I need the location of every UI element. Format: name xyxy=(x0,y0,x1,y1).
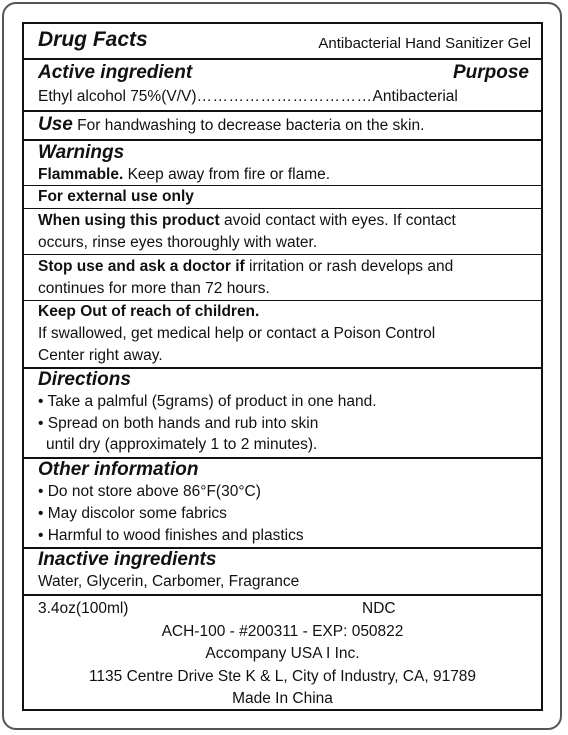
purpose-heading: Purpose xyxy=(452,62,529,83)
flammable-text: Keep away from fire or flame. xyxy=(127,166,331,183)
use-heading: Use xyxy=(38,114,73,135)
other-info-item-2: • May discolor some fabrics xyxy=(38,505,227,522)
active-ingredient-heading: Active ingredient xyxy=(38,62,193,83)
ndc-label: NDC xyxy=(362,600,396,617)
divider xyxy=(24,300,541,301)
company-address: 1135 Centre Drive Ste K & L, City of Industry, CA, 91789 xyxy=(88,668,477,685)
package-size: 3.4oz(100ml) xyxy=(38,600,129,617)
directions-heading: Directions xyxy=(38,369,131,390)
divider xyxy=(24,58,541,60)
flammable-line xyxy=(38,165,330,185)
directions-item-2-cont: until dry (approximately 1 to 2 minutes). xyxy=(46,436,318,453)
warnings-heading: Warnings xyxy=(38,142,125,163)
keep-out-text-1: If swallowed, get medical help or contact a Poison Control xyxy=(38,325,436,342)
active-ingredient-name: Ethyl alcohol 75%(V/V) xyxy=(38,88,197,105)
lot-expiry: ACH-100 - #200311 - EXP: 050822 xyxy=(161,623,404,640)
divider xyxy=(24,185,541,186)
directions-item-2: • Spread on both hands and rub into skin xyxy=(38,415,319,432)
flammable-label: Flammable. xyxy=(38,166,124,183)
active-ingredient-purpose: Antibacterial xyxy=(372,88,458,105)
divider xyxy=(24,110,541,112)
stop-use-text-2: continues for more than 72 hours. xyxy=(38,280,270,297)
when-using-text-2: occurs, rinse eyes thoroughly with water. xyxy=(38,234,318,251)
use-line xyxy=(38,115,424,136)
inactive-ingredients-heading: Inactive ingredients xyxy=(38,549,217,570)
external-use-label: For external use only xyxy=(38,188,194,205)
divider xyxy=(24,208,541,209)
other-information-heading: Other information xyxy=(38,459,199,480)
keep-out-label: Keep Out of reach of children. xyxy=(38,303,260,320)
when-using-line-1 xyxy=(38,211,456,231)
divider xyxy=(24,139,541,141)
directions-item-1: • Take a palmful (5grams) of product in one hand. xyxy=(38,393,377,410)
address-row xyxy=(24,667,541,687)
drug-facts-title: Drug Facts xyxy=(38,28,148,51)
company-row xyxy=(24,644,541,664)
stop-use-label: Stop use and ask a doctor if xyxy=(38,258,245,275)
origin-row xyxy=(24,689,541,709)
divider xyxy=(24,254,541,255)
active-ingredient-line xyxy=(38,87,458,107)
lot-row xyxy=(24,622,541,642)
country-of-origin: Made In China xyxy=(232,690,333,707)
drug-facts-panel xyxy=(22,22,543,711)
inactive-ingredients-text: Water, Glycerin, Carbomer, Fragrance xyxy=(38,573,300,590)
when-using-text-1: avoid contact with eyes. If contact xyxy=(224,212,456,229)
use-text: For handwashing to decrease bacteria on the skin. xyxy=(77,117,425,134)
leader-dots: …………………………… xyxy=(196,88,373,105)
stop-use-text-1: irritation or rash develops and xyxy=(249,258,454,275)
other-info-item-1: • Do not store above 86°F(30°C) xyxy=(38,483,261,500)
keep-out-line xyxy=(38,302,259,322)
other-info-item-3: • Harmful to wood finishes and plastics xyxy=(38,527,304,544)
when-using-label: When using this product xyxy=(38,212,220,229)
company-name: Accompany USA I Inc. xyxy=(205,645,360,662)
keep-out-text-2: Center right away. xyxy=(38,347,163,364)
product-name: Antibacterial Hand Sanitizer Gel xyxy=(318,35,531,52)
stop-use-line-1 xyxy=(38,257,453,277)
external-use-line xyxy=(38,187,194,207)
divider xyxy=(24,594,541,596)
